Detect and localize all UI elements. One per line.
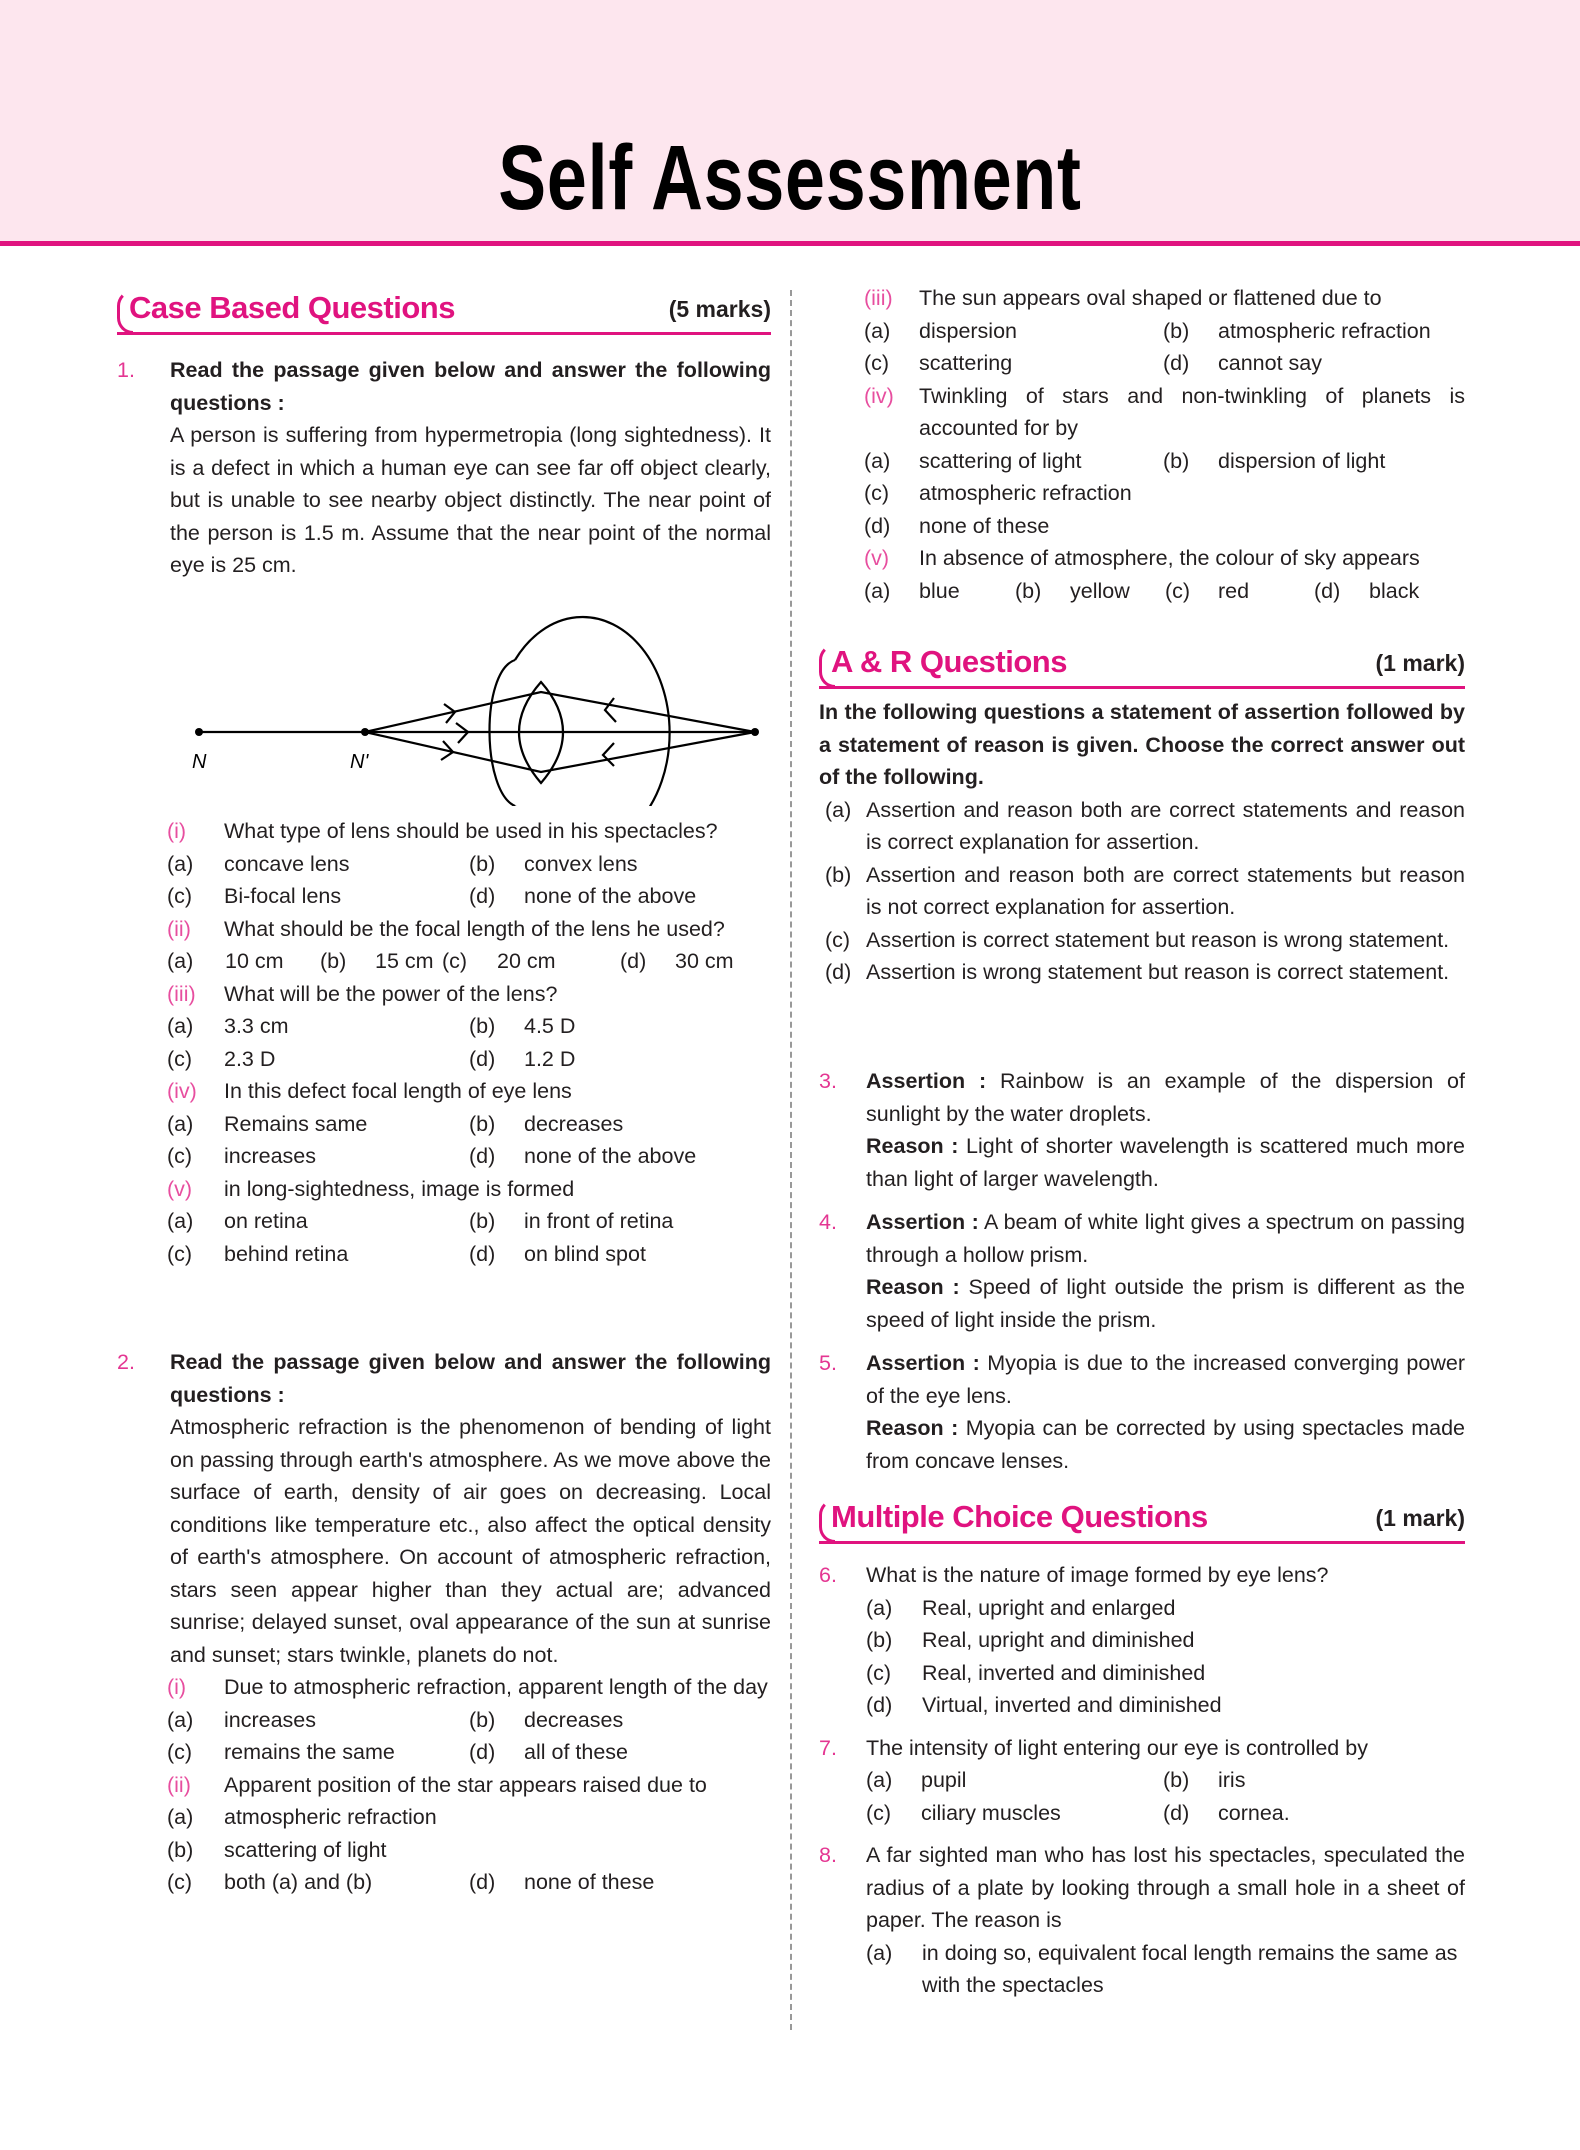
option-label: (c) [864, 351, 890, 375]
option-text: 1.2 D [524, 1046, 576, 1071]
option-text: on blind spot [524, 1241, 646, 1266]
sub-question-text: Twinkling of stars and non-twinkling of planets is accounted for by [919, 383, 1465, 440]
question-number: 8. [819, 1843, 837, 1867]
assertion [866, 1206, 1465, 1271]
option-row [819, 477, 1465, 510]
option-label: (c) [167, 1144, 193, 1168]
question-number: 7. [819, 1735, 837, 1760]
option-label: (b) [1163, 448, 1190, 473]
option-label: (c) [167, 1241, 193, 1266]
option-label: (b) [1163, 318, 1190, 343]
sub-question [819, 542, 1465, 575]
option-text: Real, inverted and diminished [922, 1660, 1206, 1685]
option-row [117, 945, 771, 978]
option-text: Real, upright and diminished [922, 1628, 1195, 1652]
question-number: 6. [819, 1563, 837, 1587]
option-row [819, 1764, 1465, 1797]
option-label: (d) [1314, 578, 1341, 603]
sub-question [117, 1671, 771, 1704]
option-row [117, 848, 771, 881]
option-label: (a) [866, 1595, 893, 1620]
option-text: Assertion and reason both are correct statements but reason is not correct explanation for assertion. [866, 862, 1465, 919]
reason-text: Myopia can be corrected by using spectacles made from concave lenses. [866, 1416, 1465, 1473]
option-text: none of the above [524, 1144, 697, 1168]
retina-point [751, 728, 759, 736]
option-label: (d) [866, 1693, 893, 1717]
section-title: A & R Questions [831, 644, 1067, 679]
option-label: (d) [620, 949, 647, 973]
option-label: (c) [1165, 578, 1191, 603]
sub-question-label: (ii) [167, 916, 191, 941]
ar-option [819, 924, 1465, 957]
sub-question-text: What should be the focal length of the lens he used? [224, 916, 725, 941]
reason-text: Speed of light outside the prism is different as the speed of light inside the prism. [866, 1275, 1465, 1332]
option-label: (c) [866, 1800, 892, 1825]
option-text: scattering [919, 351, 1013, 375]
option-text: Assertion is correct statement but reason is wrong statement. [866, 927, 1450, 952]
option-row [819, 1937, 1465, 2002]
sub-question-text: in long-sightedness, image is formed [224, 1176, 575, 1201]
option-label: (d) [469, 884, 496, 908]
option-row [819, 445, 1465, 478]
option-label: (a) [866, 1768, 893, 1792]
question-stem [819, 1559, 1465, 1592]
option-label: (a) [864, 448, 891, 473]
ar-option [819, 794, 1465, 859]
option-row [117, 1205, 771, 1238]
option-label: (b) [866, 1628, 893, 1652]
option-row [117, 1801, 771, 1834]
option-text: 2.3 D [224, 1046, 276, 1071]
assertion [866, 1065, 1465, 1130]
section-marks: (5 marks) [668, 296, 771, 322]
assertion [866, 1347, 1465, 1412]
section-title: Multiple Choice Questions [831, 1499, 1208, 1534]
option-label: (c) [866, 1660, 892, 1685]
question-number: 3. [819, 1069, 837, 1093]
ar-question [819, 1206, 1465, 1336]
option-text: ciliary muscles [921, 1800, 1061, 1825]
sub-question [117, 1769, 771, 1802]
option-row [117, 1866, 771, 1899]
option-text: all of these [524, 1740, 628, 1764]
option-label: (b) [469, 1209, 496, 1233]
option-label: (d) [1163, 351, 1190, 375]
assertion-text: Rainbow is an example of the dispersion of sunlight by the water droplets. [866, 1069, 1465, 1126]
option-text: scattering of light [919, 448, 1082, 473]
option-label: (a) [167, 1805, 194, 1829]
sub-question-text: In this defect focal length of eye lens [224, 1079, 572, 1103]
option-label: (a) [866, 1940, 893, 1965]
mcq-questions [819, 1559, 1465, 2012]
column-divider [790, 290, 792, 2030]
option-row [117, 1043, 771, 1076]
option-text: Bi-focal lens [224, 884, 342, 908]
question-number: 2. [117, 1350, 135, 1374]
sub-question-label: (i) [167, 1675, 187, 1699]
sub-question-label: (ii) [167, 1772, 191, 1797]
option-label: (c) [167, 1740, 193, 1764]
question-passage: A person is suffering from hypermetropia (long sightedness). It is a defect in which a human eye can see far off object clearly, but is unable to see nearby object distinctly. The near point of the person is 1.5 m. Assume that the near point of the normal eye is 25 cm. [170, 423, 771, 577]
question-2 [117, 1346, 771, 1899]
option-text: atmospheric refraction [1218, 318, 1431, 343]
reason-label: Reason : [866, 1416, 959, 1440]
sub-question [819, 380, 1465, 445]
option-row [117, 1108, 771, 1141]
option-text: dispersion of light [1218, 448, 1386, 473]
mcq-item [819, 1839, 1465, 2002]
sub-question-label: (v) [167, 1176, 193, 1201]
option-label: (a) [864, 578, 891, 603]
ar-question [819, 1065, 1465, 1195]
question-number: 1. [117, 358, 135, 382]
option-row [819, 347, 1465, 380]
option-label: (c) [864, 481, 890, 505]
option-text: red [1218, 578, 1250, 603]
question-text: The intensity of light entering our eye is controlled by [866, 1735, 1368, 1760]
option-row [819, 315, 1465, 348]
option-label: (b) [469, 1014, 496, 1038]
option-text: Assertion is wrong statement but reason is correct statement. [866, 960, 1450, 984]
option-text: convex lens [524, 851, 638, 876]
option-row [819, 1797, 1465, 1830]
case-section-header [117, 288, 771, 335]
reason [866, 1271, 1465, 1336]
sub-question-label: (iii) [864, 286, 893, 310]
section-title: Case Based Questions [129, 290, 455, 325]
option-text: decreases [524, 1111, 624, 1136]
assertion-label: Assertion : [866, 1069, 987, 1093]
option-label: (b) [1163, 1768, 1190, 1792]
sub-question [117, 815, 771, 848]
option-text: cannot say [1218, 351, 1322, 375]
sub-question-text: The sun appears oval shaped or flattened due to [919, 286, 1382, 310]
ar-intro: In the following questions a statement of assertion followed by a statement of reason is given. Choose the correct answer out of the following. [819, 700, 1465, 789]
sub-question-text: Apparent position of the star appears raised due to [224, 1772, 707, 1797]
assertion-label: Assertion : [866, 1351, 980, 1375]
option-label: (b) [469, 1707, 496, 1732]
section-marks: (1 mark) [1375, 650, 1465, 676]
mcq-item [819, 1732, 1465, 1830]
option-label: (c) [167, 884, 193, 908]
option-text: remains the same [224, 1740, 395, 1764]
page-title: Self Assessment [498, 127, 1082, 229]
option-row [117, 1238, 771, 1271]
option-label: (d) [1163, 1800, 1190, 1825]
sub-question-label: (i) [167, 819, 187, 843]
question-1-subquestions [117, 815, 771, 1270]
option-label: (b) [320, 949, 347, 973]
option-label: (b) [1015, 578, 1042, 603]
hypermetropia-eye-diagram [117, 611, 771, 806]
option-label: (a) [167, 1014, 194, 1038]
label-n-prime: N' [350, 751, 369, 773]
ar-questions [819, 1065, 1465, 1488]
question-text: A far sighted man who has lost his spectacles, speculated the radius of a plate by looking through a small hole in a sheet of paper. The reason is [866, 1843, 1465, 1932]
option-label: (c) [825, 927, 851, 952]
sub-question [117, 1075, 771, 1108]
question-passage: Atmospheric refraction is the phenomenon of bending of light on passing through earth's atmosphere. As we move above the surface of earth, density of air goes on decreasing. Local conditions like temperature etc., also affect the optical density of earth's atmosphere. On account of atmospheric refraction, stars seen appear higher than they actual are; advanced sunrise; delayed sunset, oval appearance of the sun at sunrise and sunset; stars twinkle, planets do not. [170, 1415, 771, 1667]
point-n-prime [361, 728, 369, 736]
option-text: concave lens [224, 851, 350, 876]
ar-option [819, 956, 1465, 989]
option-text: on retina [224, 1209, 308, 1233]
sub-question-text: What type of lens should be used in his spectacles? [224, 819, 718, 843]
option-text: black [1369, 578, 1420, 603]
question-stem [117, 1346, 771, 1671]
option-row [819, 1592, 1465, 1625]
option-label: (c) [167, 1046, 193, 1071]
reason [866, 1412, 1465, 1477]
option-text: blue [919, 578, 960, 603]
sub-question-label: (iii) [167, 981, 196, 1006]
assertion-label: Assertion : [866, 1210, 979, 1234]
option-label: (a) [167, 1707, 194, 1732]
ar-section-header [819, 642, 1465, 689]
question-text: What is the nature of image formed by eye lens? [866, 1563, 1329, 1587]
option-text: yellow [1070, 578, 1130, 603]
question-stem [117, 354, 771, 582]
reason [866, 1130, 1465, 1195]
sub-question-text: In absence of atmosphere, the colour of sky appears [919, 546, 1420, 570]
option-text: none of these [524, 1870, 655, 1894]
section-marks: (1 mark) [1375, 1505, 1465, 1531]
option-text: 20 cm [497, 949, 556, 973]
point-n [195, 728, 203, 736]
ar-option [819, 859, 1465, 924]
option-label: (a) [167, 1209, 194, 1233]
sub-question [117, 913, 771, 946]
option-text: atmospheric refraction [919, 481, 1132, 505]
reason-label: Reason : [866, 1134, 959, 1158]
option-text: Remains same [224, 1111, 368, 1136]
option-label: (a) [825, 797, 852, 822]
sub-question [117, 978, 771, 1011]
option-text: 10 cm [225, 949, 284, 973]
option-label: (b) [167, 1837, 194, 1862]
ar-instructions [819, 696, 1465, 989]
arrow-left-icon [605, 698, 616, 722]
option-text: increases [224, 1707, 317, 1732]
option-label: (d) [469, 1870, 496, 1894]
option-text: 4.5 D [524, 1014, 576, 1038]
sub-question-label: (v) [864, 546, 890, 570]
assertion-text: A beam of white light gives a spectrum on passing through a hollow prism. [866, 1210, 1465, 1267]
label-n: N [192, 751, 207, 773]
question-stem [819, 1839, 1465, 1937]
option-row [819, 575, 1465, 608]
question-instruction: Read the passage given below and answer the following questions : [170, 358, 771, 415]
option-text: increases [224, 1144, 317, 1168]
option-label: (a) [167, 1111, 194, 1136]
question-1 [117, 354, 771, 582]
option-text: decreases [524, 1707, 624, 1732]
option-label: (a) [167, 949, 194, 973]
sub-question-label: (iv) [167, 1079, 197, 1103]
option-text: dispersion [919, 318, 1017, 343]
option-label: (c) [167, 1870, 193, 1894]
option-label: (d) [469, 1241, 496, 1266]
mcq-item [819, 1559, 1465, 1722]
question-number: 5. [819, 1351, 837, 1375]
option-label: (b) [469, 851, 496, 876]
option-text: Real, upright and enlarged [922, 1595, 1176, 1620]
sub-question-text: Due to atmospheric refraction, apparent length of the day [224, 1675, 768, 1699]
question-instruction: Read the passage given below and answer the following questions : [170, 1350, 771, 1407]
option-label: (a) [167, 851, 194, 876]
option-label: (b) [469, 1111, 496, 1136]
option-text: iris [1218, 1768, 1246, 1792]
mcq-section-header [819, 1497, 1465, 1544]
option-text: scattering of light [224, 1837, 387, 1862]
question-2-continued [819, 282, 1465, 607]
option-text: behind retina [224, 1241, 349, 1266]
option-text: none of the above [524, 884, 697, 908]
reason-label: Reason : [866, 1275, 960, 1299]
option-text: Virtual, inverted and diminished [922, 1693, 1222, 1717]
sub-question-label: (iv) [864, 383, 894, 408]
option-row [819, 1689, 1465, 1722]
option-label: (d) [825, 960, 852, 984]
option-label: (a) [864, 318, 891, 343]
sub-question-text: What will be the power of the lens? [224, 981, 558, 1006]
sub-question [819, 282, 1465, 315]
arrow-left-icon [603, 743, 614, 766]
option-label: (d) [469, 1740, 496, 1764]
option-row [819, 1657, 1465, 1690]
option-label: (b) [825, 862, 852, 887]
reason-text: Light of shorter wavelength is scattered much more than light of larger wavelength. [866, 1134, 1465, 1191]
option-label: (d) [469, 1144, 496, 1168]
option-row [117, 1736, 771, 1769]
option-text: cornea. [1218, 1800, 1290, 1825]
option-text: pupil [921, 1768, 967, 1792]
option-row [117, 1704, 771, 1737]
option-row [819, 510, 1465, 543]
option-row [117, 1834, 771, 1867]
ar-question [819, 1347, 1465, 1477]
option-text: 15 cm [375, 949, 434, 973]
option-text: none of these [919, 513, 1050, 538]
option-row [819, 1624, 1465, 1657]
option-label: (c) [442, 949, 468, 973]
option-row [117, 1140, 771, 1173]
option-text: 3.3 cm [224, 1014, 289, 1038]
option-text: 30 cm [675, 949, 734, 973]
option-label: (d) [864, 513, 891, 538]
option-text: in doing so, equivalent focal length remains the same as with the spectacles [922, 1940, 1458, 1997]
option-text: Assertion and reason both are correct statements and reason is correct explanation for assertion. [866, 797, 1465, 854]
option-row [117, 880, 771, 913]
option-text: both (a) and (b) [224, 1870, 373, 1894]
option-text: atmospheric refraction [224, 1805, 437, 1829]
option-text: in front of retina [524, 1209, 674, 1233]
sub-question [117, 1173, 771, 1206]
option-label: (d) [469, 1046, 496, 1071]
question-number: 4. [819, 1210, 837, 1234]
question-stem [819, 1732, 1465, 1765]
assertion-text: Myopia is due to the increased converging power of the eye lens. [866, 1351, 1465, 1408]
option-row [117, 1010, 771, 1043]
